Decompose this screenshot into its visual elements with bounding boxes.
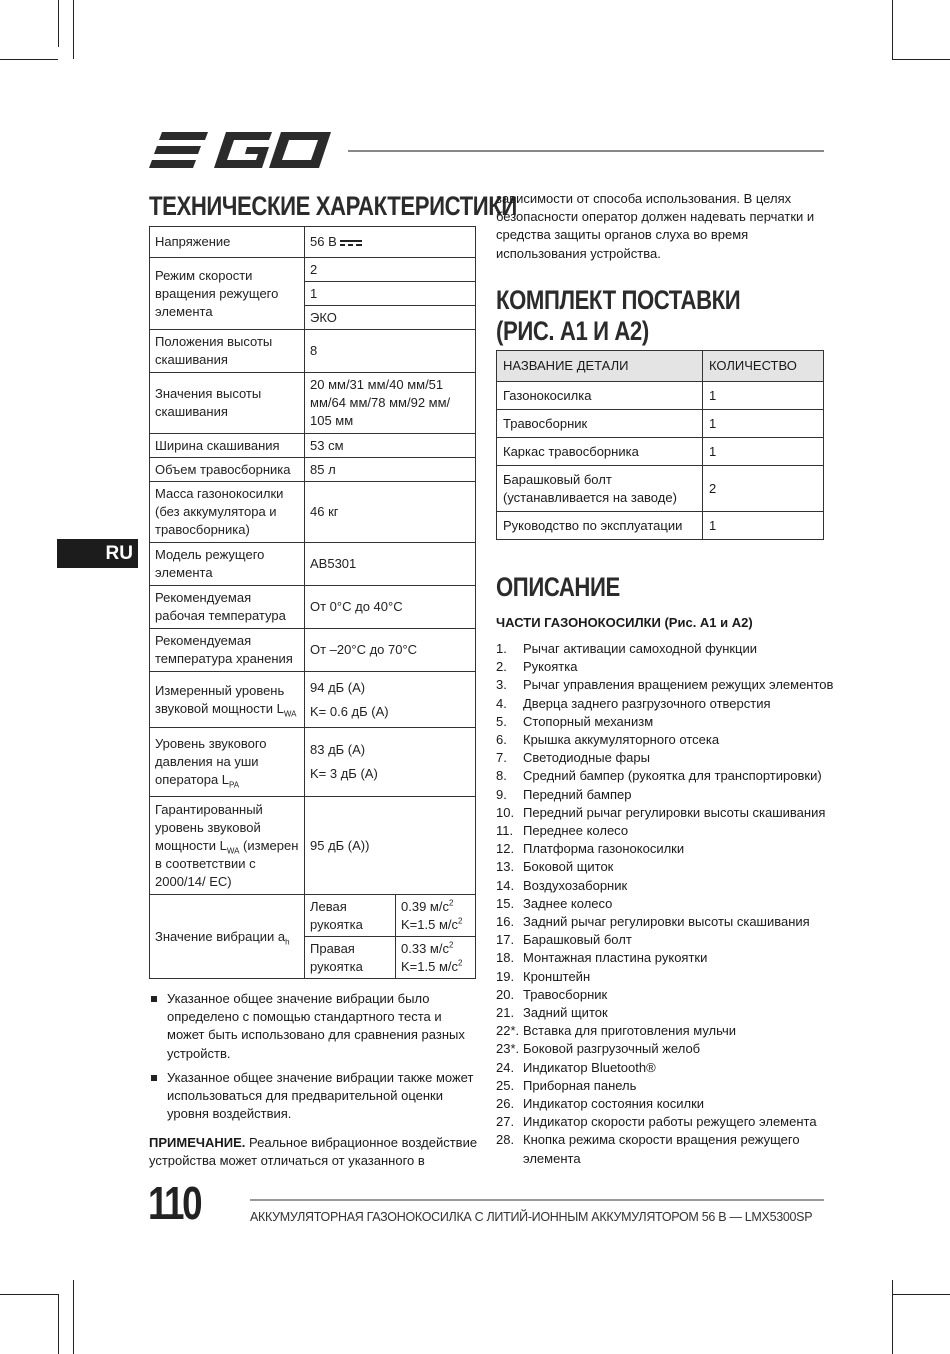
lpa-value: 83 дБ (А) [310,742,366,757]
item-number: 16. [496,914,515,930]
part-name: Каркас травосборника [497,438,703,466]
table-row [497,382,824,410]
item-number: 26. [496,1096,515,1112]
item-text: Заднее колесо [523,895,613,911]
spec-value: ЭКО [305,306,476,330]
spec-table [149,226,476,979]
list-item [496,986,836,1004]
item-text: Индикатор состояния косилки [523,1096,705,1112]
dc-symbol-icon [340,239,362,247]
spec-value: 2 [305,258,476,282]
item-text: Травосборник [523,986,608,1002]
list-item [496,695,836,713]
intro-paragraph: зависимости от способа использования. В целях безопасности оператор должен надевать перчатки и средства защиты органов слуха во время использования устройства. [496,191,815,261]
spec-value: 8 [305,330,476,373]
spec-label: Значения высоты скашивания [150,373,305,434]
lwa-value: 94 дБ (А) [310,679,366,695]
spec-value: 20 мм/31 мм/40 мм/51 мм/64 мм/78 мм/92 мм/ 105 мм [305,373,476,434]
table-row [150,258,476,282]
lwa-uncertainty: K= 0.6 дБ (А) [310,703,389,719]
table-header-row [497,351,824,382]
spec-value: От –20°C до 70°C [305,629,476,672]
vibration-value-left [396,895,476,937]
list-item [496,640,836,658]
ego-logo [148,130,333,172]
crop-mark [0,59,58,60]
list-item [496,1004,836,1022]
list-item [149,1069,479,1124]
item-number: 21. [496,1005,515,1021]
lpa-uncertainty: K= 3 дБ (А) [310,766,378,781]
item-number: 23*. [496,1041,520,1057]
item-number: 10. [496,804,515,820]
item-number: 19. [496,968,515,984]
part-qty: 1 [703,438,824,466]
item-text: Задний рычаг регулировки высоты скашивания [523,914,810,930]
header-rule [348,150,824,152]
item-number: 12. [496,841,515,857]
item-number: 5. [496,713,507,729]
item-text: Рычаг управления вращением режущих элементов [523,677,834,693]
unit-sup: 2 [458,916,463,926]
table-row [150,330,476,373]
table-row [150,728,476,797]
list-item [496,840,836,858]
item-text: Светодиодные фары [523,750,650,766]
vibration-label: Значение вибрации a [155,928,286,944]
item-number: 6. [496,732,507,748]
vibration-right-k: K=1.5 м/с [401,958,458,974]
item-text: Дверца заднего разгрузочного отверстия [523,695,771,711]
vibration-handle-left: Левая рукоятка [305,895,396,937]
list-item [496,877,836,895]
item-number: 28. [496,1132,515,1148]
footer-text: АККУМУЛЯТОРНАЯ ГАЗОНОКОСИЛКА С ЛИТИЙ-ИОННЫМ АККУМУЛЯТОРОМ 56 В — LMX5300SP [250,1210,813,1224]
item-text: Боковой разгрузочный желоб [523,1041,701,1057]
vibration-handle-right: Правая рукоятка [305,937,396,979]
kit-table [496,350,824,540]
voltage-value: 56 В [310,234,337,249]
table-row [497,466,824,512]
item-number: 2. [496,659,507,675]
vibration-value-right [396,937,476,979]
list-item [496,1022,836,1040]
list-item [496,931,836,949]
page-number: 110 [148,1177,201,1229]
note-text: Реальное вибрационное воздействие устройства может отличаться от указанного в [149,1135,478,1169]
list-item [496,1059,836,1077]
crop-mark [892,1294,950,1295]
part-name: Газонокосилка [497,382,703,410]
crop-mark [892,1280,893,1354]
language-tab: RU [57,539,138,568]
bullet-square-icon [151,996,157,1002]
item-number: 4. [496,695,507,711]
spec-value [305,227,476,258]
list-item [496,713,836,731]
column-header: КОЛИЧЕСТВО [703,351,824,382]
item-text: Приборная панель [523,1077,637,1093]
item-text: Барашковый болт [523,932,632,948]
bullet-text: Указанное общее значение вибрации было определено с помощью стандартного теста и может быть использовано для сравнения разных устройств. [167,991,465,1061]
unit-sup: 2 [458,958,463,968]
item-number: 24. [496,1059,515,1075]
item-text: Платформа газонокосилки [523,841,685,857]
spec-label: Положения высоты скашивания [150,330,305,373]
spec-label: Модель режущего элемента [150,543,305,586]
vibration-sub: h [285,937,290,947]
lpa-label: Уровень звукового давления на уши оператора L [155,736,267,787]
spec-label: Объем травосборника [150,458,305,482]
item-text: Воздухозаборник [523,877,628,893]
guaranteed-sub: WA [226,846,240,856]
table-row [150,797,476,895]
list-item [496,1040,836,1058]
item-text: Задний щиток [523,1005,608,1021]
table-row [150,482,476,543]
item-number: 11. [496,823,514,839]
vibration-notes [149,990,479,1129]
list-item [496,731,836,749]
item-text: Стопорный механизм [523,713,654,729]
spec-value: AB5301 [305,543,476,586]
vibration-left-value: 0.39 м/с [401,898,449,914]
list-item [496,968,836,986]
item-number: 20. [496,986,515,1002]
item-text: Индикатор скорости работы режущего элемента [523,1114,817,1130]
vibration-right-value: 0.33 м/с [401,940,449,956]
item-number: 13. [496,859,515,875]
list-item [496,858,836,876]
table-row [497,410,824,438]
guaranteed-label: Гарантированный уровень звуковой мощности L [155,801,263,853]
item-number: 15. [496,895,515,911]
item-text: Индикатор Bluetooth® [523,1059,656,1075]
spec-value: 1 [305,282,476,306]
item-number: 9. [496,786,507,802]
spec-value: От 0°C до 40°C [305,586,476,629]
lwa-sub: WA [283,709,297,719]
list-item [496,1113,836,1131]
table-row [150,895,476,937]
table-row [150,373,476,434]
spec-label [150,672,305,728]
item-number: 25. [496,1077,515,1093]
list-item [496,786,836,804]
item-text: Вставка для приготовления мульчи [523,1023,737,1039]
list-item [496,949,836,967]
part-qty: 1 [703,410,824,438]
item-number: 27. [496,1114,515,1130]
table-row [497,438,824,466]
part-name: Травосборник [497,410,703,438]
lwa-label: Измеренный уровень звуковой мощности L [155,682,285,716]
item-text: Боковой щиток [523,859,614,875]
crop-mark [892,59,950,60]
list-item [496,1131,836,1167]
item-text: Переднее колесо [523,823,629,839]
item-text: Средний бампер (рукоятка для транспортировки) [523,768,822,784]
item-number: 17. [496,932,515,948]
note-label: ПРИМЕЧАНИЕ. [149,1135,246,1150]
crop-mark [58,0,59,47]
list-item [496,749,836,767]
parts-subtitle: ЧАСТИ ГАЗОНОКОСИЛКИ (Рис. A1 и A2) [496,615,753,630]
list-item [496,822,836,840]
item-text: Кнопка режима скорости вращения режущего элемента [523,1132,800,1166]
footer-rule [250,1199,824,1201]
list-item [496,913,836,931]
table-row [497,512,824,540]
list-item [496,658,836,676]
column-header: НАЗВАНИЕ ДЕТАЛИ [497,351,703,382]
bullet-square-icon [151,1075,157,1081]
item-text: Рычаг активации самоходной функции [523,641,758,656]
table-row [150,586,476,629]
spec-value [305,672,476,728]
list-item [496,895,836,913]
parts-list [496,640,836,1168]
item-text: Передний бампер [523,786,632,802]
list-item [496,1077,836,1095]
table-row [150,434,476,458]
lpa-sub: PA [229,780,240,790]
bullet-text: Указанное общее значение вибрации также может использоваться для предварительной оценки уровня воздействия. [167,1069,474,1122]
list-item [496,676,836,694]
item-number: 8. [496,768,507,784]
description-title: ОПИСАНИЕ [496,572,620,602]
spec-label: Рекомендуемая температура хранения [150,629,305,672]
spec-value: 95 дБ (А)) [305,797,476,895]
item-text: Кронштейн [523,968,591,984]
table-row [150,227,476,258]
table-row [150,458,476,482]
spec-value [305,728,476,797]
item-number: 18. [496,950,515,966]
part-qty: 1 [703,512,824,540]
spec-label [150,895,305,979]
item-number: 14. [496,877,515,893]
crop-mark [73,0,74,59]
kit-title-line: (РИС. A1 И A2) [496,316,649,346]
item-number: 7. [496,750,507,766]
table-row [150,672,476,728]
part-qty: 2 [703,466,824,512]
item-number: 1. [496,641,507,656]
vibration-left-k: K=1.5 м/с [401,916,458,932]
spec-label: Напряжение [150,227,305,258]
item-text: Передний рычаг регулировки высоты скашивания [523,804,826,820]
list-item [496,767,836,785]
part-name: Барашковый болт (устанавливается на заводе) [497,466,703,512]
unit-sup: 2 [448,940,454,950]
spec-title: ТЕХНИЧЕСКИЕ ХАРАКТЕРИСТИКИ [149,191,517,221]
item-text: Монтажная пластина рукоятки [523,950,708,966]
list-item [149,990,479,1063]
crop-mark [892,0,893,59]
kit-title [496,285,740,347]
spec-label: Режим скорости вращения режущего элемента [150,258,305,330]
spec-value: 46 кг [305,482,476,543]
list-item [496,1095,836,1113]
list-item [496,804,836,822]
note [149,1134,479,1170]
crop-mark [58,1294,59,1354]
spec-label [150,728,305,797]
item-text: Рукоятка [523,659,578,675]
kit-title-line: КОМПЛЕКТ ПОСТАВКИ [496,285,741,315]
spec-value: 85 л [305,458,476,482]
part-qty: 1 [703,382,824,410]
part-name: Руководство по эксплуатации [497,512,703,540]
spec-value: 53 см [305,434,476,458]
item-number: 22*. [496,1023,520,1039]
unit-sup: 2 [448,898,454,908]
spec-label: Рекомендуемая рабочая температура [150,586,305,629]
crop-mark [0,1294,58,1295]
item-text: Крышка аккумуляторного отсека [523,732,720,748]
spec-label: Масса газонокосилки (без аккумулятора и травосборника) [150,482,305,543]
spec-label: Ширина скашивания [150,434,305,458]
table-row [150,543,476,586]
item-number: 3. [496,677,507,693]
table-row [150,629,476,672]
crop-mark [73,1280,74,1354]
guaranteed-label-tail: (измерен в соответствии с 2000/14/ EC) [155,837,299,889]
spec-label [150,797,305,895]
